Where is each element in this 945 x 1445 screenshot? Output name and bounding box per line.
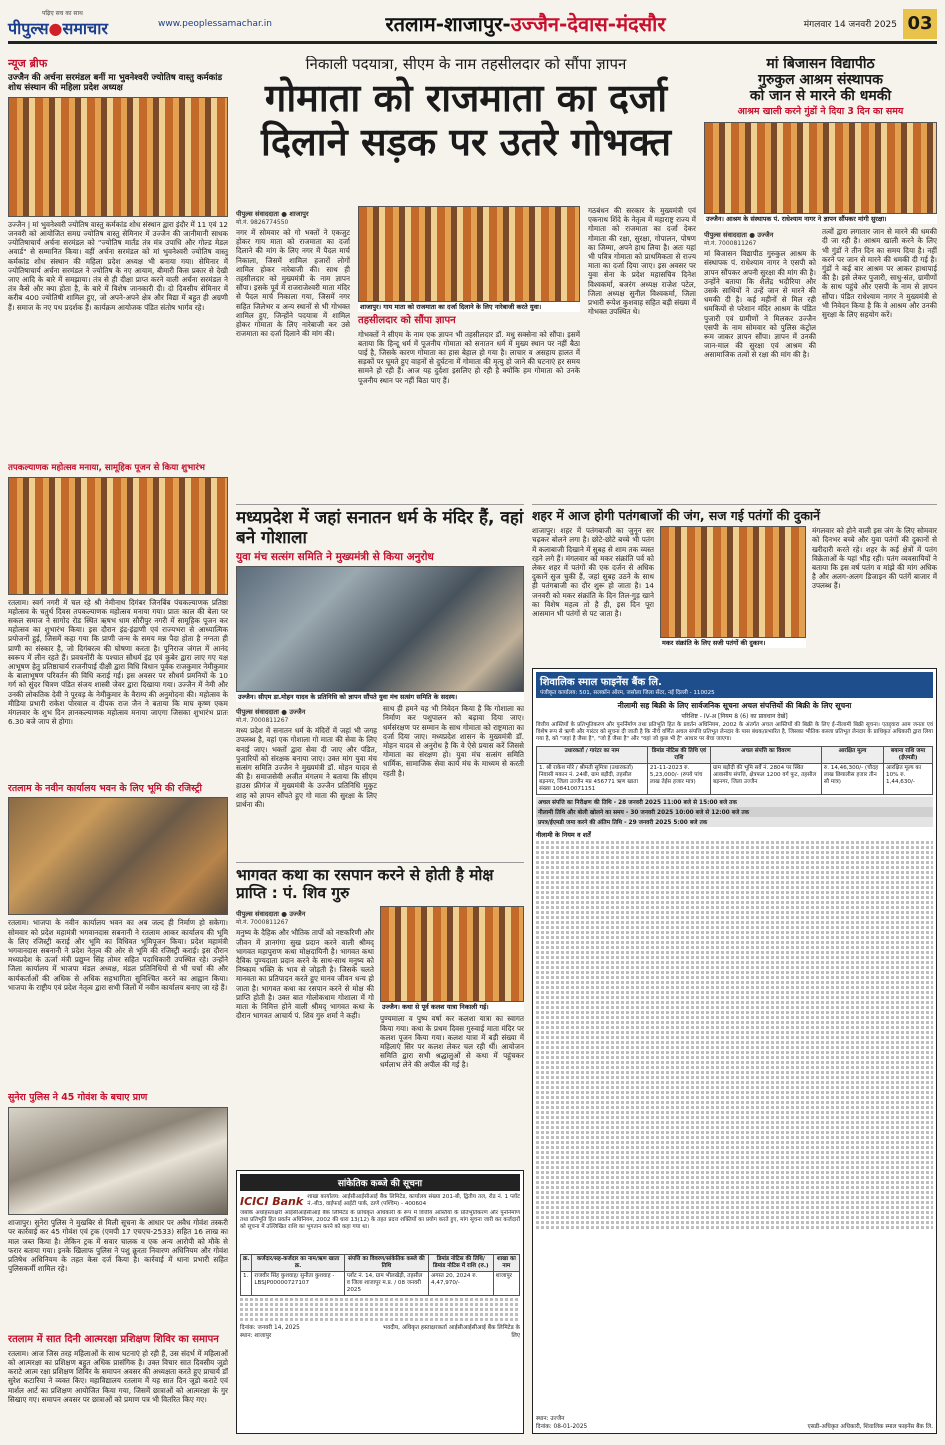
shivalik-table bbox=[536, 746, 933, 795]
gurukul-headline-line3: को जान से मारने की धमकी bbox=[749, 88, 892, 105]
icici-th: संपत्ति का विवरण/सांकेतिक कब्जे की तिथि bbox=[344, 1255, 428, 1272]
bhagwat-text bbox=[236, 906, 524, 1134]
table-row bbox=[241, 1272, 520, 1296]
shivalik-td: ग्राम बड़ौदी की भूमि सर्वे नं. 2804 पर स्थित आवासीय संपत्ति, क्षेत्रफल 1200 वर्ग फुट, तहसील बड़नगर, जिला उज्जैन bbox=[710, 764, 821, 795]
gurukul-byline-text: पीपुल्स संवाददाता ● उज्जैन bbox=[704, 231, 774, 240]
lead-body2: गोभक्तों ने सीएम के नाम एक ज्ञापन भी तहसीलदार डॉ. मधु सक्सेना को सौंपा। इसमें बताया कि हिन्दू धर्म में पूजनीय गोमाता को सनातन धर्म में मुख्य स्थान पर नहीं बैठा पाई है, जिसके कारण गोमाता का हास बेहाल हो गया है। लाचार व असहाय हालत में सड़कों पर घूमते हुए वाहनों से दुर्घटना में गोमाता की मृत्यु हो जाने की घटनाएं हर समय सामने हो रही हैं। आज यह दुर्दशा इसलिए हो रही है क्योंकि हम गोमाता को उनके पूजनीय स्थान पर नहीं बिठा पाए हैं। bbox=[358, 329, 580, 385]
gurukul-col-a bbox=[704, 227, 816, 453]
shivalik-footer-sign: एसडी-अधिकृत अधिकारी, शिवालिक स्माल फाइनेंस बैंक लि. bbox=[807, 1424, 933, 1430]
icici-td: राजवीर सिंह कुशवाह/ सुनीता कुशवाह - LBSJP00000727107 bbox=[252, 1272, 344, 1296]
shivalik-footer-place: स्थान: उज्जैन bbox=[536, 1416, 565, 1422]
gaushala-col-a bbox=[236, 704, 377, 822]
shivalik-appendix: परिशिष्ट - IV-अ [नियम 8 (6) का प्रावधान देखें] bbox=[681, 713, 788, 720]
lead-headline-line2: दिलाने सड़क पर उतरे गोभक्त bbox=[261, 119, 671, 164]
gaushala-story bbox=[236, 504, 524, 854]
kite-headline: शहर में आज होगी पतंगबाजों की जंग, सज गई पतंगों की दुकानें bbox=[532, 508, 820, 523]
shivalik-th: उधारकर्ता / गारंटर का नाम bbox=[537, 747, 648, 764]
issue-date: मंगलवार 14 जनवरी 2025 bbox=[803, 20, 897, 30]
gurukul-story bbox=[704, 56, 937, 496]
shivalik-th: आरक्षित मूल्य bbox=[821, 747, 883, 764]
kite-photo-block bbox=[660, 526, 806, 652]
icici-th: क्र. bbox=[241, 1255, 252, 1272]
lead-photo-caption: शाजापुर। गाय माता को राजमाता का दर्जा दिलाने के लिए नारेबाजी करते युवा। bbox=[358, 302, 580, 312]
kite-text bbox=[532, 526, 937, 652]
shivalik-date-line: प्रपत्र/ईएमडी जमा करने की अंतिम तिथि - 29 जनवरी 2025 5:00 बजे तक bbox=[536, 817, 933, 827]
shivalik-terms-label: नीलामी के नियम व शर्तें bbox=[536, 831, 591, 839]
kite-photo-caption: मकर संक्रांति के लिए सजी पतंगों की दुकान। bbox=[660, 638, 806, 648]
bhagwat-photo bbox=[380, 906, 524, 1002]
gaushala-photo-caption: उज्जैन। सीएम डा.मोहन यादव के प्रतिनिधि को ज्ञापन सौंपते युवा मंच सत्संग समिति के सदस्य। bbox=[236, 692, 524, 702]
lead-story-gomata bbox=[236, 56, 696, 496]
story4-photo bbox=[8, 1107, 228, 1215]
lead-col-c bbox=[588, 206, 696, 496]
lead-headline-line1: गोमाता को राजमाता का दर्जा bbox=[264, 76, 668, 121]
icici-fine-print bbox=[240, 1298, 520, 1321]
shivalik-header bbox=[536, 672, 933, 698]
icici-notice-title: सांकेतिक कब्जे की सूचना bbox=[240, 1174, 520, 1191]
icici-td: शाजापुर bbox=[493, 1272, 519, 1296]
story3-headline: रतलाम के नवीन कार्यालय भवन के लिए भूमि की रजिस्ट्री bbox=[8, 782, 202, 794]
gaushala-byline-text: पीपुल्स संवाददाता ● उज्जैन bbox=[236, 708, 306, 717]
shivalik-td: रु. 14,46,300/- (चौदह लाख छियालीस हजार तीन सौ मात्र) bbox=[821, 764, 883, 795]
lead-kicker: निकाली पदयात्रा, सीएम के नाम तहसीलदार को सौंपा ज्ञापन bbox=[305, 56, 627, 73]
shivalik-footer bbox=[536, 1414, 933, 1430]
kite-body2: मंगलवार को होने वाली इस जंग के लिए सोमवार को दिनभर बच्चे और युवा पतंगों की दुकानों से खरीदारी करते रहे। शहर के कई क्षेत्रों में पतंग विक्रेताओं के यहां भीड़ रही। पतंग व्यवसायियों ने बताया कि इस वर्ष पतंग व मांझे की मांग अधिक है और अलग-अलग डिजाइन की पतंगें बाजार में उपलब्ध हैं। bbox=[812, 526, 937, 591]
shivalik-intro: वित्तीय आस्तियों के प्रतिभूतिकरण और पुनर्निर्माण तथा प्रतिभूति हित के प्रवर्तन अधिनियम, 2002 के अंतर्गत अचल आस्तियों की बिक्री के लिए ई-नीलामी बिक्री सूचना। एतद्द्वारा आम जनता एवं विशेष रूप से ऋणी और गारंटर को सूचना दी जाती है कि नीचे वर्णित अचल संपत्ति प्रतिभूत लेनदार के पास बंधक/प्रभारित है, जिसका भौतिक कब्जा प्रतिभूत लेनदार के प्राधिकृत अधिकारी द्वारा लिया गया है, को "जहां है जैसा है", "जो है जैसा है" और "वहां जो कुछ भी है" आधार पर बेचा जाएगा। bbox=[536, 722, 933, 742]
story1-photo bbox=[8, 97, 228, 217]
icici-th: कर्जदार/सह-कर्जदार का नाम/ऋण खाता क्र. bbox=[252, 1255, 344, 1272]
gaushala-byline bbox=[236, 707, 377, 724]
shivalik-th: बयाना राशि जमा (ईएमडी) bbox=[884, 747, 933, 764]
shivalik-footer-date: दिनांक: 08-01-2025 bbox=[536, 1424, 588, 1430]
gaushala-body2: साथ ही हमने यह भी निवेदन किया है कि गोशाला का निर्माण कर पशुपालन को बढ़ावा दिया जाए। धर्मसंरक्षण पर सम्मान के साथ गोमाता को राष्ट्रमाता का दर्जा दिया जाए। मध्यप्रदेश शासन के मुख्यमंत्री डॉ. मोहन यादव से अनुरोध है कि वे ऐसे प्रयास करें जिससे गोमाता का संरक्षण हो। युवा मंच सत्संग समिति धार्मिक, सामाजिक सेवा कार्य मंच के माध्यम से करती रहती है। bbox=[383, 704, 524, 778]
logo-dot-icon: ● bbox=[48, 18, 63, 38]
icici-th: शाखा का नाम bbox=[493, 1255, 519, 1272]
shivalik-date-line: अचल संपत्ति का निरीक्षण की तिथि - 28 जनवरी 2025 11:00 बजे से 15:00 बजे तक bbox=[536, 797, 933, 807]
table-row bbox=[537, 764, 933, 795]
bhagwat-col-b bbox=[380, 906, 524, 1134]
story2-photo bbox=[8, 477, 228, 595]
icici-td: 1. bbox=[241, 1272, 252, 1296]
lead-body3: गठबंधन की सरकार के मुख्यमंत्री एवं एकनाथ शिंदे के नेतृत्व में महाराष्ट्र राज्य में गोमाता को राजमाता का दर्जा देकर गोमाता की रक्षा, सुरक्षा, गोपालन, पोषण का जिम्मा, अपने हाथ लिया है। अतः यहां भी पवित्र गोमाता को प्राथमिकता से राज्य माता का दर्जा दिया जाए। इस अवसर पर युवा सेना के प्रदेश महासचिव दिनेश विश्वकर्मा, बजरंग अध्यक्ष राजेश पटेल, जिला अध्यक्ष सुनील विश्वकर्मा, जिला प्रभारी रूपेश कुशवाह सहित बड़ी संख्या में गोभक्त उपस्थित थे। bbox=[588, 206, 696, 317]
shivalik-date-line: नीलामी तिथि और बोली खोलने का समय - 30 जनवरी 2025 10:00 बजे से 12:00 बजे तक bbox=[536, 807, 933, 817]
shivalik-td: 1. श्री राकेश मोरे / श्रीमती सुमित्रा (उधारकर्ता) निवासी मकान नं. 24बी, ग्राम बड़ौदी, तहसील बड़नगर, जिला उज्जैन मप्र 456771 ऋण खाता संख्या 108410071151 bbox=[537, 764, 648, 795]
kite-body1: शाजापुर। शहर में पतंगबाजी का जुनून सर चढ़कर बोलने लगा है। छोटे-छोटे बच्चे भी पतंग में कलाबाजी दिखाने में सुबह से शाम तक व्यस्त रहने लगे हैं। मंगलवार को मकर संक्रांति पर्व को लेकर शहर में पतंगों की एक दर्जन से अधिक दुकानें सुज चुकी हैं, जहां सुबह उठने के साथ ही पतंगबाजी का दौर शुरू हो जाता है। 14 जनवरी को मकर संक्रांति के दिन तिल-गुड़ खाने का विशेष महत्व तो है ही, इस दिन पूरा आसमान भी पतंगों से पट जाता है। bbox=[532, 526, 654, 619]
icici-possession-notice bbox=[236, 1170, 524, 1434]
gurukul-photo-caption: उज्जैन। आश्रम के संस्थापक पं. राधेश्याम नागर ने ज्ञापन सौंपकर मांगी सुरक्षा। bbox=[704, 214, 937, 224]
bhagwat-byline-text: पीपुल्स संवाददाता ● उज्जैन bbox=[236, 910, 306, 919]
kite-photo bbox=[660, 526, 806, 638]
gaushala-headline: मध्यप्रदेश में जहां सनातन धर्म के मंदिर हैं, वहां बने गोशाला bbox=[236, 508, 524, 548]
shivalik-title: शिवालिक स्माल फाइनेंस बैंक लि. bbox=[540, 677, 662, 688]
left-column bbox=[8, 56, 228, 1436]
newspaper-logo bbox=[8, 9, 158, 39]
icici-td: अगस्त 20, 2024 रु. 4,47,970/- bbox=[429, 1272, 494, 1296]
lead-col-b bbox=[358, 206, 580, 480]
icici-footer-date: दिनांक: जनवरी 14, 2025 bbox=[240, 1325, 300, 1331]
gurukul-headline-line1: मां बिजासन विद्यापीठ bbox=[766, 56, 875, 72]
shivalik-footer-left bbox=[536, 1414, 587, 1430]
bhagwat-body2: पुण्यमाला व पुष्प वर्षा कर कलशा यात्रा का स्वागत किया गया। कथा के प्रथम दिवस गुरुवाई माता मंदिर पर कलश पूजन किया गया। कलश यात्रा में बड़ी संख्या में महिलाएं सिर पर कलश लेकर चल रही थीं। आयोजन समिति द्वारा सभी श्रद्धालुओं से कथा में पहुंचकर धर्मलाभ लेने की अपील की गई है। bbox=[380, 1014, 524, 1070]
bhagwat-mobile: मो.नं. 7000811267 bbox=[236, 919, 289, 927]
gurukul-body2: तत्वों द्वारा लगातार जान से मारने की धमकी दी जा रही है। आश्रम खाली करने के लिए भी गुंडों ने तीन दिन का समय दिया है। नहीं करने पर जान से मारने की धमकी दी गई है। गुंडों ने कई बार आश्रम पर आकर हाथापाई की है। इसे लेकर पुजारी, साधु-संत, ग्रामीणों के साथ पहुंचे और एसपी के नाम से ज्ञापन सौंपा। पंडित राधेश्याम नागर ने मुख्यमंत्री से भी निवेदन किया है कि वे आश्रम और उनकी सुरक्षा के लिए सहयोग करें। bbox=[822, 227, 937, 319]
gaushala-mobile: मो.नं. 7000811267 bbox=[236, 717, 289, 725]
bhagwat-col-a bbox=[236, 906, 374, 1134]
logo-left-word: पीपुल्स bbox=[8, 18, 49, 38]
story1-headline: उज्जैन की अर्चना सरमंडल बनीं मा भुवनेश्वरी ज्योतिष वास्तु कर्मकांड शोध संस्थान की महिला प्रदेश अध्यक्ष bbox=[8, 73, 223, 93]
story1-body: उज्जैन | मां भुवनेश्वरी ज्योतिष वास्तु कर्मकांड शोध संस्थान द्वारा इंदौर में 11 एवं 12 जनवरी को आयोजित समग्र ज्योतिष वास्तु सेमिनार में उज्जैन की जानीमानी साधक ज्योतिषाचार्य अर्चना सरमंडल को "ज्योतिष मार्तंड तंत्र मंत्र उपाधि और गोल्ड मेडल अवार्ड" से सम्मानित किया। वहीं अर्चना सरमंडल को मां भुवनेश्वरी ज्योतिष वास्तु कर्मकांड शोध संस्थान की महिला प्रदेश अध्यक्ष भी बनाया गया। सेमिनार में ज्योतिषाचार्य अर्चना सरमंडल ने ज्योतिष के नए आयाम, बीमारी किस प्रकार से देखी जाए आदि के बारे में समझाया। तंत्र से ही दीक्षा प्राप्त करने वाली अर्चना सरमंडल ने तंत्र कैसे और क्या होता है, के बारे में विशेष जानकारी दी। दो दिवसीय सेमिनार में करीब 400 ज्योतिषी शामिल हुए, जो अपने-अपने क्षेत्र और विद्या में बहुत ही अग्रणी हैं। समाज के नए पथ प्रदर्शक हैं। कार्यक्रम आयोजक पंडित संतोष भार्गव रहे। bbox=[8, 219, 228, 312]
gurukul-body1: मां बिजासन विद्यापीठ गुरुकुल आश्रम के संस्थापक पं. राधेश्याम नागर ने एसपी को ज्ञापन सौंपकर अपनी सुरक्षा की मांग की है। उन्होंने बताया कि शैलेंद्र भदौरिया और उसके साथियों ने उन्हें जान से मारने की धमकी दी है। कई महीनों से मिल रही धमकियों से परेशान मंदिर आश्रम के पंडित पुजारी एवं ग्रामीणों ने मिलकर उज्जैन एसपी के नाम सोमवार को पुलिस कंट्रोल रूम जाकर ज्ञापन सौंपा। ज्ञापन में उनकी जान-माल की सुरक्षा एवं आश्रम की असामाजिक तत्वों से रक्षा की मांग की है। bbox=[704, 249, 816, 360]
story4-body: शाजापुर। सुनेरा पुलिस ने मुखबिर से मिली सूचना के आधार पर अवैध गोवंश तस्करी पर कार्रवाई कर 45 गोवंश एवं ट्रक (एमपी 17 एचएच-2533) सहित 16 लाख का माल जब्त किया है। लेकिन ट्रक में सवार चालक व एक अन्य आरोपी को मौके से फरार बताया गया। इनके खिलाफ पुलिस ने पशु क्रूरता निवारण अधिनियम और गोवंश प्रतिषेध अधिनियम के तहत केस दर्ज किया है। कार्रवाई में थाना प्रभारी सहित पुलिसकर्मी शामिल रहे। bbox=[8, 1218, 228, 1274]
icici-address: शाखा कार्यालय: आईसीआईसीआई बैंक लिमिटेड, कार्यालय संख्या 201-बी, द्वितीय तल, रोड नं. 1 प्लॉट नं.-बी3, वाईफाई आईटी पार्क, ठाणे (पश्चिम) - 400604 bbox=[307, 1194, 520, 1207]
lead-byline bbox=[236, 209, 350, 226]
edition-part1: रतलाम-शाजापुर- bbox=[385, 12, 511, 36]
icici-th: डिमांड नोटिस की तिथि/ डिमांड नोटिस में राशि (रु.) bbox=[429, 1255, 494, 1272]
gurukul-byline bbox=[704, 230, 816, 247]
lead-subhead: तहसीलदार को सौंपा ज्ञापन bbox=[358, 315, 456, 326]
website-link[interactable]: www.peoplessamachar.in bbox=[158, 18, 272, 29]
icici-footer bbox=[240, 1323, 520, 1339]
logo-right-word: समाचार bbox=[62, 18, 108, 38]
icici-footer-sign: भवदीय, अधिकृत हस्ताक्षरकर्ता आईसीआईसीआई बैंक लिमिटेड के लिए bbox=[382, 1325, 520, 1339]
kite-story bbox=[532, 504, 937, 662]
story2-body: रतलाम। स्वर्ग नगरी में चल रहे श्री नेमीनाथ दिगंबर जिनबिंब पंचकल्याणक प्रतिष्ठा महोत्सव के चतुर्थ दिवस तपकल्याणक महोत्सव मनाया गया। प्रातः काल की बेला पर सकल समाज ने सागोद रोड स्थित ऋषभ धाम सौरीपुर नगरी में सामूहिक पूजन कर महोत्सव का शुभारंभ किया। इस दौरान इंद्र-इंद्राणी एवं राज्यभरा से आध्यात्मिक प्रयोजनों हुई, जिसमें कहा गया कि प्राणी जन्म के समय मन्न पैदा होता है नग्नता ही प्राणी का संस्कार है, जो दिगंबरत्व की घोषणा करता है। पूनिराज जंगल में आनंद स्वरूप में लीन रहते हैं। प्रवचनोंरी के पश्चात सौधर्म इंद्र एवं कुबेर द्वारा लाए गए यक्ष आभूषण हेतु प्रतिष्ठाचार्य राजनीपाई दीक्षी द्वारा विधि विधान पूर्वक राजकुमार नेमीकुमार के बालाभूषण परिवर्तन की विधि कराई गई। इस अवसर पर सौधर्म प्रमनियों के 10 गर्ग को सुंदर चित्रण पंडित संजय शास्त्री जेवर द्वारा दिखाया गया। उज्जैन में नेमी और उनकी लोकतिक देवी ने पूरवड़ के नेमीकुमार के वैराग्य की अनुमोदना की। महोत्सव के मीडिया प्रभारी राकेश पोरवाल व दीपक राज जैन ने बताया कि माघ कृष्ण एकम मंगलवार के शुभ दिन ज्ञानकल्याणक महोत्सव मनाया जाएगा जिसका शुभारंभ प्रातः 6.30 बजे जाप से होगा। bbox=[8, 597, 228, 727]
gurukul-mobile: मो.नं. 7000811267 bbox=[704, 240, 757, 248]
story3-photo bbox=[8, 797, 228, 915]
gaushala-text bbox=[236, 704, 524, 822]
gaushala-body1: मध्य प्रदेश में सनातन धर्म के मंदिरों में जहां भी जगह उपलब्ध है, वहां एक गोशाला गो माता की सेवा के लिए बनाई जाए। भक्तों द्वारा सेवा दी जाए और पंडित, पुजारियों को संरक्षक बनाया जाए। उक्त मांग युवा मंच सत्संग समिति उज्जैन ने मुख्यमंत्री डॉ. मोहन यादव से की है। समाजसेवी अजीत मंगलम ने बताया कि सीएम हाउस फ्रीगंज में मुख्यमंत्री के उज्जैन प्रतिनिधि मुकुट शाह को ज्ञापन सौंपते हुए गो माता की सुरक्षा के लिए प्रार्थना की। bbox=[236, 726, 377, 809]
icici-header bbox=[240, 1194, 520, 1208]
bhagwat-headline: भागवत कथा का रसपान करने से होती है मोक्ष प्राप्ति : पं. शिव गुरु bbox=[236, 866, 494, 902]
shivalik-th: अचल संपत्ति का विवरण bbox=[710, 747, 821, 764]
gurukul-text bbox=[704, 227, 937, 453]
gaushala-photo bbox=[236, 566, 524, 692]
gurukul-headline-line2: गुरुकुल आश्रम संस्थापक bbox=[758, 72, 883, 89]
icici-table-header bbox=[241, 1255, 520, 1272]
lead-mobile: मो.नं. 9826774550 bbox=[236, 219, 289, 226]
bhagwat-photo-caption: उज्जैन। कथा से पूर्व कलश यात्रा निकाली गई। bbox=[380, 1002, 524, 1012]
shivalik-table-header bbox=[537, 747, 933, 764]
shivalik-td: आरक्षित मूल्य का 10% रु. 1,44,630/- bbox=[884, 764, 933, 795]
icici-table bbox=[240, 1254, 520, 1296]
lead-col-a bbox=[236, 206, 350, 488]
shivalik-dates bbox=[536, 797, 933, 827]
bhagwat-story bbox=[236, 862, 524, 1162]
lead-photo bbox=[358, 206, 580, 302]
shivalik-headline: नीलामी सह बिक्री के लिए सार्वजनिक सूचना अचल संपत्तियों की बिक्री के लिए सूचना bbox=[617, 701, 852, 710]
bhagwat-body1: मनुष्य के दैहिक और भौतिक तापों को नष्टकरिणी और जीवन में ज्ञानगंगा सुख प्रदान करने वाली श्रीमद् भागवत महापुराण कथा मोक्षदायिनी है। भागवत कथा दैविक पुण्यदाता प्रदान करने के साथ-साथ मनुष्य को निष्काम भक्ति के भाव से जोड़ती है। जिसके चलते मानवता का प्रतिपादन करते हुए मानव जीवन धन्य हो जाता है। भागवत कथा का रसपान करने से मोक्ष की प्राप्ति होती है। उक्त बात गोलोकधाम गोशाला में गो माता के निमित्त होने वाली श्रीमद् भागवत कथा के दौरान भागवत आचार्य पं. शिव गुरु शर्मा ने कही। bbox=[236, 928, 374, 1021]
lead-body1: नगर में सोमवार को गो भक्तों ने एकजुट होकर गाय माता को राजमाता का दर्जा दिलाने की मांग के लिए नगर में पैदल मार्च निकाला, जिसमें शामिल हजारों लोगों शामिल होकर नारेबाजी की। साथ ही तहसीलदार को मुख्यमंत्री के नाम ज्ञापन सौंपा। इसके पूर्व में राजराजेश्वरी माता मंदिर से पैदल मार्च निकाला गया, जिसमें नगर सहित जिलेभर व अन्य स्थानों से भी गोभक्त शामिल हुए, जिन्होंने पदयात्रा में शामिल होकर गोमाता के लिए नारेबाजी कर उसे राजमाता का दर्जा दिलाने की मांग की। bbox=[236, 228, 350, 339]
shivalik-td: 21-11-2023 रु. 5,23,000/- (रुपये पांच लाख तेईस हजार मात्र) bbox=[647, 764, 710, 795]
shivalik-fine-print bbox=[536, 841, 933, 1229]
icici-body: जबकि अधोहस्ताक्षरी आईसीआईसीआई बैंक लिमिटेड के प्राधिकृत अधिकारी के रूप में वित्तीय आस्तियों के प्रतिभूतिकरण और पुनर्निर्माण तथा प्रतिभूति हित प्रवर्तन अधिनियम, 2002 की धारा 13(12) के तहत प्रदत्त शक्तियों का प्रयोग करते हुए, मांग सूचना जारी कर कर्जदारों को सूचना में उल्लिखित राशि का भुगतान करने को कहा गया था। bbox=[240, 1210, 520, 1230]
story5-body: रतलाम। आज जिस तरह महिलाओं के साथ घटनाएं हो रही हैं, उस संदर्भ में महिलाओं को आत्मरक्षा का प्रशिक्षण बहुत अधिक प्रासंगिक है। उक्त विचार सात दिवसीय जूडो कराटे आत्म रक्षा प्रशिक्षण शिविर के समापन अवसर की अध्यक्षता करते हुए प्राचार्य डॉ सुरेश कटारिया ने व्यक्त किए। महाविद्यालय रतलाम में यह सात दिन जूडो कराटे एवं मार्शल आर्ट का प्रशिक्षण आयोजित किया गया, जिसमें छात्राओं को आत्मरक्षा के गुर सिखाए गए। समापन अवसर पर छात्राओं को प्रमाण पत्र भी वितरित किए गए। bbox=[8, 1348, 228, 1404]
masthead bbox=[8, 6, 937, 44]
icici-footer-place: स्थान: शाजापुर bbox=[240, 1333, 272, 1339]
shivalik-th: डिमांड नोटिस की तिथि एवं राशि bbox=[647, 747, 710, 764]
gaushala-subhead: युवा मंच सत्संग समिति ने मुख्यमंत्री से किया अनुरोध bbox=[236, 551, 434, 564]
bhagwat-byline bbox=[236, 909, 374, 926]
icici-td: प्लॉट नं. 14, ग्राम भीलखेड़ी, तहसील व जिला शाजापुर म.प्र. / 08 जनवरी 2025 bbox=[344, 1272, 428, 1296]
page-number: 03 bbox=[903, 9, 937, 39]
gurukul-subhead: आश्रम खाली करने गुंडों ने दिया 3 दिन का समय bbox=[737, 106, 904, 118]
edition-title bbox=[268, 10, 783, 37]
lead-byline-text: पीपुल्स संवाददाता ● शाजापुर bbox=[236, 210, 309, 218]
logo-tagline: पढ़िए सच का साथ bbox=[42, 9, 83, 17]
story3-body: रतलाम। भाजपा के नवीन कार्यालय भवन का अब जल्द ही निर्माण हो सकेगा। सोमवार को प्रदेश महामंत्री भगवानदास सबनानी ने रतलाम आकर कार्यालय की भूमि के लिए रजिस्ट्री कराई और भूमि का विधिवत भूमिपूजन किया। प्रदेश महामंत्री भगवानदास सबनानी ने प्रदेश नेतृत्व की ओर से भूमि की रजिस्ट्री कराई। इस दौरान मध्यप्रदेश के ऊर्जा मंत्री प्रद्युम्न सिंह तोमर सहित पदाधिकारी उपस्थित रहे। उन्होंने जिला कार्यालय में भाजपा मंडल अध्यक्ष, मंडल प्रतिनिधियों से भी चर्चा की और कार्यकर्ताओं की अधिक से अधिक सहभागिता सुनिश्चित करने का आह्वान किया। भाजपा के राष्ट्रीय एवं प्रदेश नेतृत्व द्वारा सभी जिलों में नवीन कार्यालय बनाए जा रहे हैं। bbox=[8, 918, 228, 992]
icici-logo: ICICI Bank bbox=[240, 1194, 304, 1208]
story4-headline: सुनेरा पुलिस ने 45 गोवंश के बचाए प्राण bbox=[8, 1092, 148, 1104]
news-brief-label: न्यूज ब्रीफ bbox=[8, 57, 48, 70]
gurukul-photo bbox=[704, 122, 937, 214]
story2-headline: तपकल्याणक महोत्सव मनाया, सामूहिक पूजन से किया शुभारंभ bbox=[8, 462, 205, 473]
edition-part2: उज्जैन-देवास-मंदसौर bbox=[510, 12, 666, 36]
shivalik-address: पंजीकृत कार्यालय: 501, सलकॉन ऑरम, जसोला जिला सेंटर, नई दिल्ली - 110025 bbox=[540, 690, 715, 696]
shivalik-auction-notice bbox=[532, 668, 937, 1434]
story5-headline: रतलाम में सात दिनी आत्मरक्षा प्रशिक्षण शिविर का समापन bbox=[8, 1334, 219, 1346]
icici-footer-left bbox=[240, 1323, 300, 1339]
